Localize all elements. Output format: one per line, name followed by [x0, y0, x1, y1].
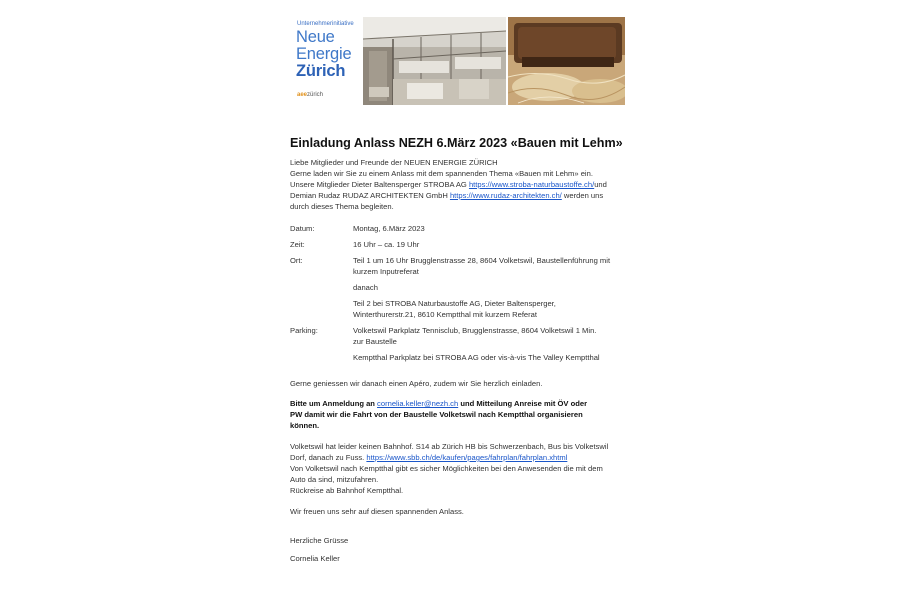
logo-word-neue: Neue — [296, 28, 335, 46]
intro-line-3: Unsere Mitglieder Dieter Baltensperger STROBA AG https://www.stroba-naturbaustoffe.ch/und — [290, 180, 607, 189]
rudaz-link[interactable]: https://www.rudaz-architekten.ch/ — [449, 191, 562, 200]
intro-line-2: Gerne laden wir Sie zu einem Anlass mit dem spannenden Thema «Bauen mit Lehm» ein. — [290, 169, 593, 178]
anmeldung-line-3: können. — [290, 421, 320, 430]
parking-label: Parking: — [290, 326, 318, 335]
clay-material-photo — [508, 17, 625, 105]
ort-part2-line2: Winterthurerstr.21, 8610 Kemptthal mit kurzem Referat — [353, 310, 538, 319]
logo-word-zuerich: Zürich — [296, 62, 346, 80]
zeit-label: Zeit: — [290, 240, 305, 249]
parking-2: Kemptthal Parkplatz bei STROBA AG oder vis-à-vis The Valley Kemptthal — [353, 353, 600, 362]
travel-line-5: Rückreise ab Bahnhof Kemptthal. — [290, 486, 404, 495]
anmeldung-line-1: Bitte um Anmeldung an cornelia.keller@nezh.ch und Mitteilung Anreise mit ÖV oder — [290, 399, 588, 408]
ort-part2-line1: Teil 2 bei STROBA Naturbaustoffe AG, Dieter Baltensperger, — [353, 299, 556, 308]
ort-label: Ort: — [290, 256, 303, 265]
intro-line-4: Demian Rudaz RUDAZ ARCHITEKTEN GmbH https://www.rudaz-architekten.ch/ werden uns — [290, 191, 604, 200]
travel-line-2: Dorf, danach zu Fuss. https://www.sbb.ch/de/kaufen/pages/fahrplan/fahrplan.xhtml — [290, 453, 568, 462]
closing-text: Wir freuen uns sehr auf diesen spannenden Anlass. — [290, 507, 464, 516]
logo-word-energie: Energie — [296, 45, 352, 63]
apero-text: Gerne geniessen wir danach einen Apéro, zudem wir Sie herzlich einladen. — [290, 379, 543, 388]
signature-text: Cornelia Keller — [290, 554, 340, 563]
ort-part1-line2: kurzem Inputreferat — [353, 267, 419, 276]
travel-line-1: Volketswil hat leider keinen Bahnhof. S14 ab Zürich HB bis Schwerzenbach, Bus bis Volketswil — [290, 442, 609, 451]
building-interior-photo — [363, 17, 506, 105]
datum-value: Montag, 6.März 2023 — [353, 224, 425, 233]
travel-line-3: Von Volketswil nach Kemptthal gibt es sicher Möglichkeiten bei den Anwesenden die mit dem — [290, 464, 603, 473]
parking-1-line1: Volketswil Parkplatz Tennisclub, Brugglenstrasse, 8604 Volketswil 1 Min. — [353, 326, 597, 335]
anmeldung-line-2: PW damit wir die Fahrt von der Baustelle Volketswil nach Kemptthal organisieren — [290, 410, 583, 419]
zeit-value: 16 Uhr – ca. 19 Uhr — [353, 240, 420, 249]
logo-tagline: Unternehmerinitiative — [297, 21, 354, 27]
ort-part1-line1: Teil 1 um 16 Uhr Brugglenstrasse 28, 8604 Volketswil, Baustellenführung mit — [353, 256, 611, 265]
datum-label: Datum: — [290, 224, 315, 233]
travel-line-4: Auto da sind, mitzufahren. — [290, 475, 379, 484]
header-banner — [287, 17, 625, 105]
logo-brand: aeezürich — [297, 92, 324, 98]
intro-line-1: Liebe Mitglieder und Freunde der NEUEN ENERGIE ZÜRICH — [290, 158, 498, 167]
stroba-link[interactable]: https://www.stroba-naturbaustoffe.ch/ — [468, 180, 595, 189]
email-title: Einladung Anlass NEZH 6.März 2023 «Bauen mit Lehm» — [290, 136, 623, 150]
intro-line-5: durch dieses Thema begleiten. — [290, 202, 394, 211]
sbb-link[interactable]: https://www.sbb.ch/de/kaufen/pages/fahrplan/fahrplan.xhtml — [366, 453, 568, 462]
email-link[interactable]: cornelia.keller@nezh.ch — [377, 399, 459, 408]
greeting-text: Herzliche Grüsse — [290, 536, 349, 545]
ort-danach: danach — [353, 283, 378, 292]
parking-1-line2: zur Baustelle — [353, 337, 397, 346]
nezh-logo — [287, 17, 363, 105]
